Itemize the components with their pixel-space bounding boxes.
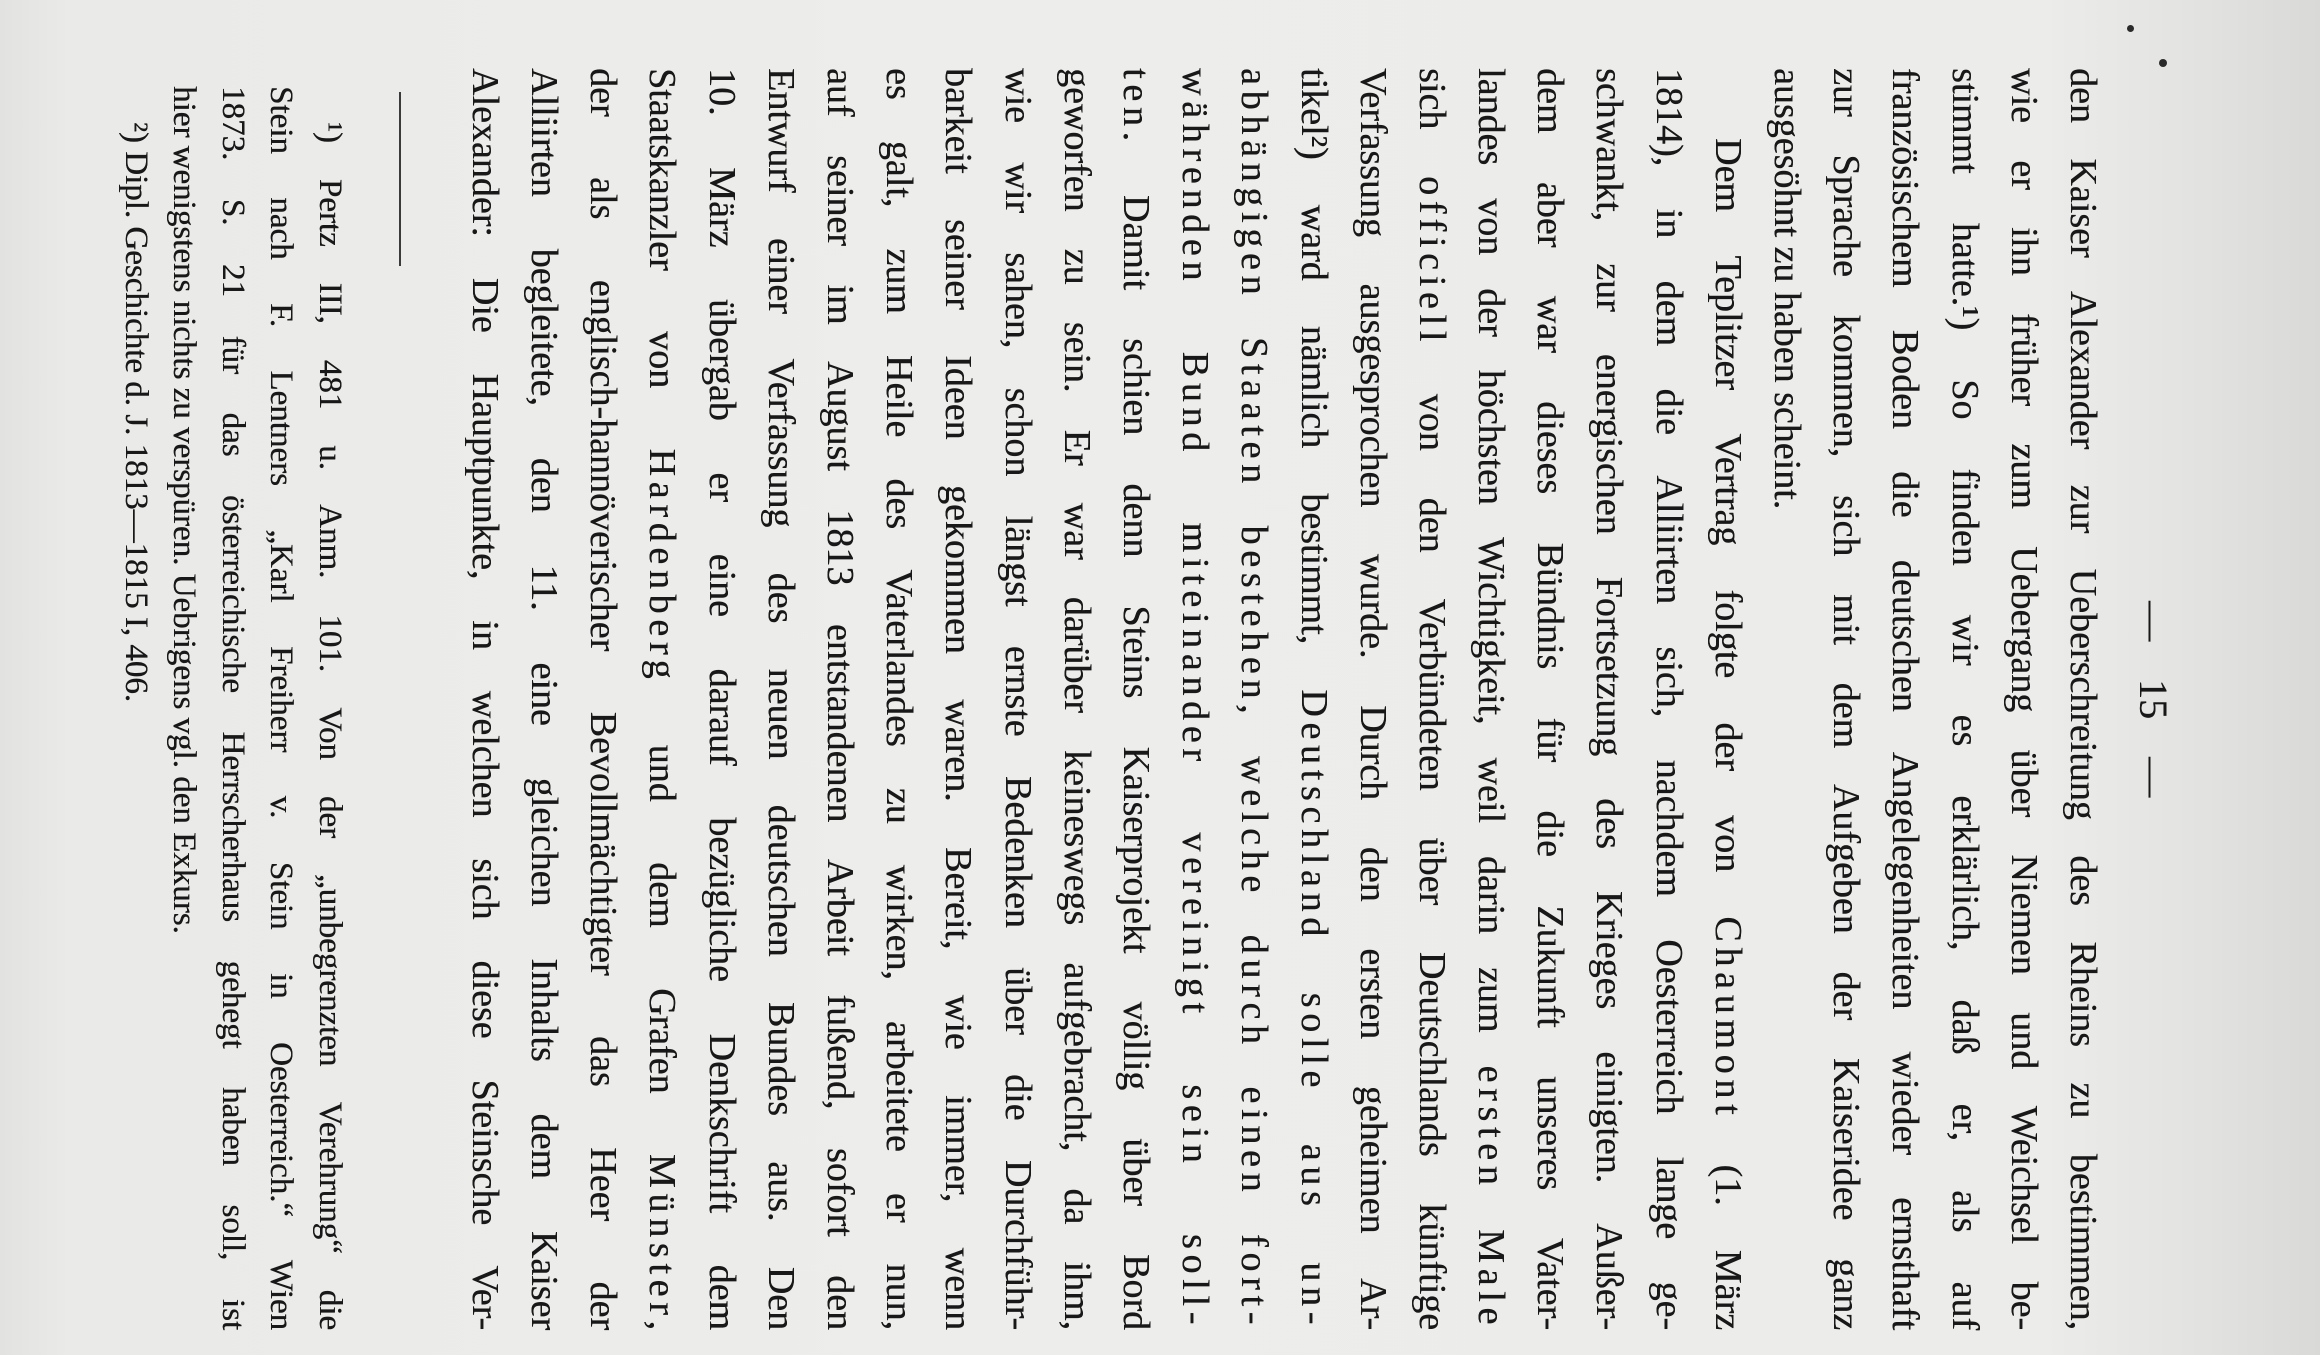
body-line: Verfassung ausgesprochen wurde. Durch den ersten geheimen Ar-	[1351, 68, 1394, 1330]
footnote-rule	[399, 92, 401, 266]
spaced-emphasis: Münster	[641, 1153, 684, 1321]
body-line: den Kaiser Alexander zur Ueberschreitung des Rheins zu bestimmen,	[2062, 68, 2104, 1330]
footnote-line: 1873. S. 21 für das österreichische Herrscherhaus gehegt haben soll, ist	[215, 86, 251, 1330]
body-line: 10. März übergab er eine darauf bezügliche Denkschrift dem	[700, 68, 743, 1330]
spaced-emphasis: ersten Male	[1470, 1065, 1513, 1331]
text-segment: von den Verbündeten über Deutschlands künftige	[1410, 346, 1453, 1331]
body-line: barkeit seiner Ideen gekommen waren. Bereit, wie immer, wenn	[937, 68, 980, 1330]
body-line: Alliirten begleitete, den 11. eine gleichen Inhalts dem Kaiser	[523, 68, 566, 1330]
text-segment: ,	[641, 1320, 684, 1330]
body-line: wie er ihn früher zum Uebergang über Niemen und Weichsel be-	[2002, 68, 2045, 1330]
spaced-emphasis: Chaumont	[1706, 916, 1749, 1121]
spaced-emphasis: Deutschland solle aus un-	[1292, 689, 1335, 1330]
body-line: ausgesöhnt zu haben scheint.	[1766, 68, 1809, 510]
text-segment: Damit schien denn Steins Kaiserprojekt völlig über Bord	[1115, 146, 1157, 1330]
body-line: der als englisch-hannöverischer Bevollmächtigter das Heer der	[582, 68, 625, 1330]
text-segment: tikel²) ward nämlich bestimmt,	[1292, 68, 1335, 690]
body-text	[455, 68, 2112, 1330]
body-line: auf seiner im August 1813 entstandenen Arbeit fußend, sofort den	[819, 68, 862, 1330]
footnote-line: ²) Dipl. Geschichte d. J. 1813—1815 I, 406.	[118, 122, 154, 702]
footnote-line: ¹) Pertz III, 481 u. Anm. 101. Von der „unbegrenzten Verehrung“ die	[312, 122, 348, 1330]
text-segment: und dem Grafen	[641, 684, 684, 1154]
scan-speck	[2159, 59, 2167, 67]
page-number: — 15 —	[2131, 601, 2176, 797]
body-line: dem aber war dieses Bündnis für die Zukunft unseres Vater-	[1529, 68, 1572, 1330]
body-line	[1402, 68, 1461, 1330]
footnote	[112, 86, 161, 1330]
body-line: französischem Boden die deutschen Angelegenheiten wieder ernsthaft	[1884, 68, 1927, 1330]
body-line: wie wir sahen, schon längst ernste Bedenken über die Durchführ-	[996, 68, 1039, 1330]
body-line: stimmt hatte.¹) So finden wir es erklärlich, daß er, als auf	[1943, 68, 1986, 1330]
body-line: es galt, zum Heile des Vaterlandes zu wirken, arbeitete er nun,	[878, 68, 921, 1330]
footnotes	[112, 86, 355, 1330]
text-segment: Dem Teplitzer Vertrag folgte der von	[1706, 138, 1749, 917]
text-segment: sich	[1410, 68, 1453, 177]
body-line: 1814), in dem die Alliirten sich, nachdem Oesterreich lange ge-	[1647, 68, 1690, 1330]
text-segment: landes von der höchsten Wichtigkeit, weil darin zum	[1470, 68, 1513, 1066]
spaced-emphasis: officiell	[1410, 176, 1453, 347]
footnote-line: hier wenigstens nichts zu verspüren. Uebrigens vgl. den Exkurs.	[166, 86, 203, 934]
text-segment: (1. März	[1706, 1120, 1749, 1330]
text-segment: Staatskanzler von	[641, 68, 684, 449]
scan-speck	[2127, 25, 2134, 32]
body-line: abhängigen Staaten bestehen, welche durch einen fort-	[1233, 68, 1276, 1330]
body-line: Alexander: Die Hauptpunkte, in welchen sich diese Steinsche Ver-	[463, 68, 506, 1330]
body-line: währenden Bund miteinander vereinigt sein soll-	[1174, 68, 1217, 1330]
body-line: zur Sprache kommen, sich mit dem Aufgeben der Kaiseridee ganz	[1825, 68, 1868, 1330]
spaced-emphasis: Hardenberg	[641, 448, 684, 685]
body-line	[1283, 68, 1342, 1330]
body-line	[1461, 68, 1520, 1330]
body-line	[1106, 68, 1165, 1330]
body-line	[632, 68, 691, 1330]
footnote-line: Stein nach F. Lentners „Karl Freiherr v. Stein in Oesterreich.“ Wien	[263, 86, 300, 1330]
body-line: Entwurf einer Verfassung des neuen deutschen Bundes aus. Den	[759, 68, 802, 1330]
spaced-emphasis: ten.	[1115, 68, 1157, 147]
body-line: geworfen zu sein. Er war darüber keineswegs aufgebracht, da ihm,	[1055, 68, 1098, 1330]
footnote	[160, 86, 354, 1330]
body-line	[1698, 68, 1757, 1330]
body-line: schwankt, zur energischen Fortsetzung des Krieges einigten. Außer-	[1588, 68, 1631, 1330]
